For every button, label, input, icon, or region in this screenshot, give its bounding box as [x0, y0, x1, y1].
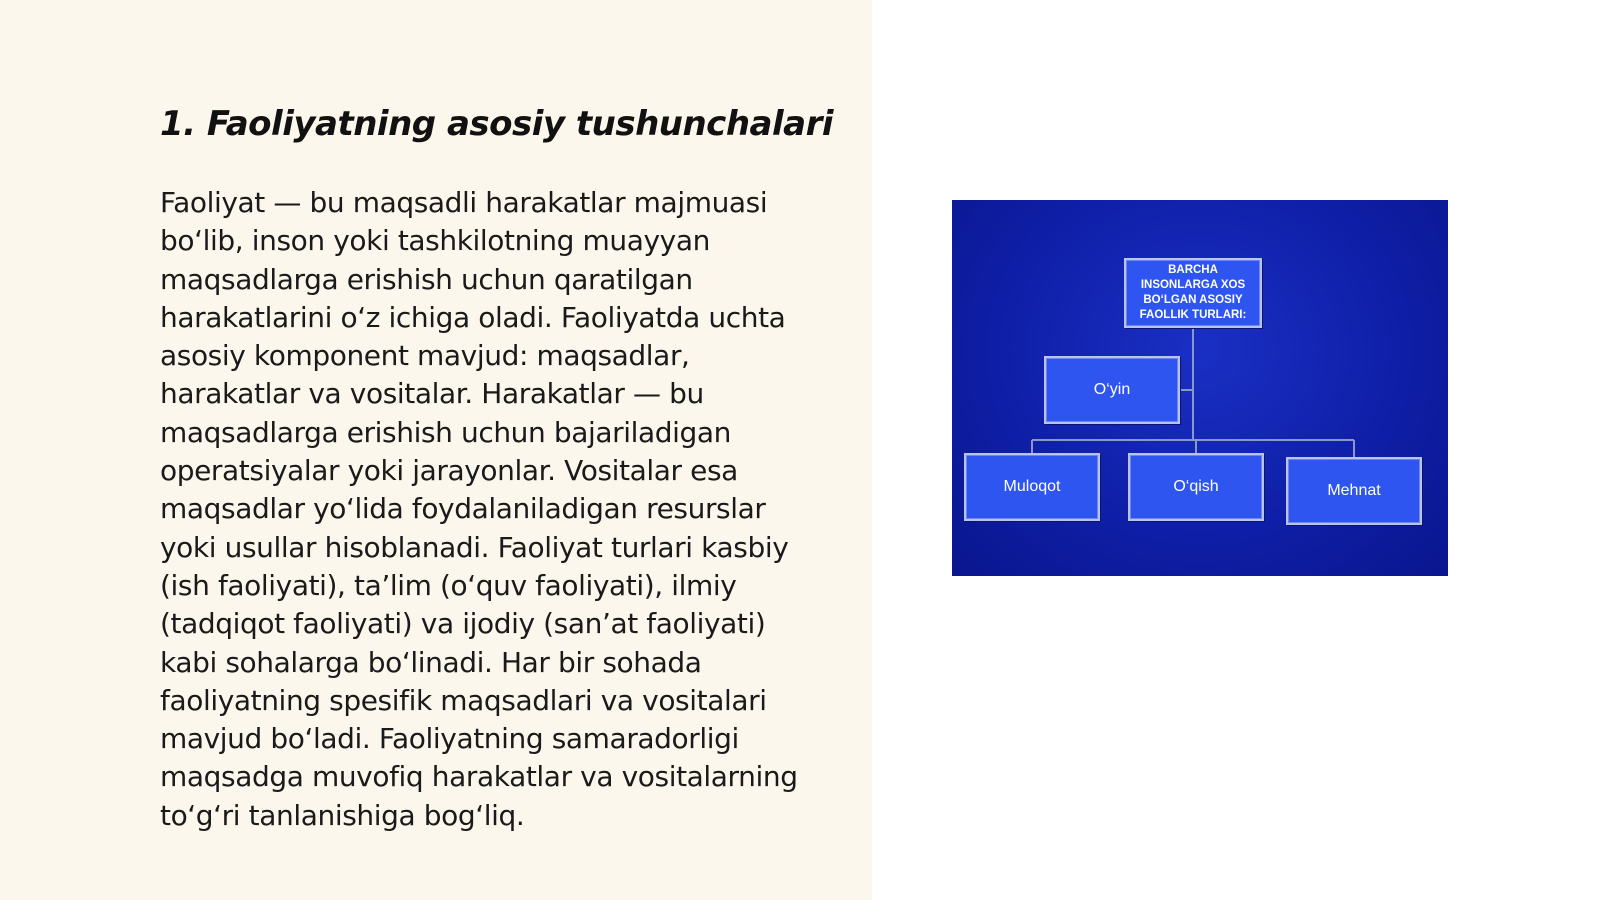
diagram-box-communication: Muloqot: [964, 453, 1100, 521]
diagram-box-study: O‘qish: [1128, 453, 1264, 521]
diagram-root-box: BARCHA INSONLARGA XOS BO‘LGAN ASOSIY FAOLLIK TURLARI:: [1124, 258, 1262, 328]
diagram-box-labor: Mehnat: [1286, 457, 1422, 525]
activity-types-diagram: [952, 200, 1448, 576]
slide-body-text: Faoliyat — bu maqsadli harakatlar majmuasi bo‘lib, inson yoki tashkilotning muayyan maqsadlarga erishish uchun qaratilgan harakatlarini o‘z ichiga oladi. Faoliyatda uchta asosiy komponent mavjud: maqsadlar, harakatlar va vositalar. Harakatlar — bu maqsadlarga erishish uchun bajariladigan operatsiyalar yoki jarayonlar. Vositalar esa maqsadlar yo‘lida foydalaniladigan resurslar yoki usullar hisoblanadi. Faoliyat turlari kasbiy (ish faoliyati), ta’lim (o‘quv faoliyati), ilmiy (tadqiqot faoliyati) va ijodiy (san’at faoliyati) kabi sohalarga bo‘linadi. Har bir sohada faoliyatning spesifik maqsadlari va vositalari mavjud bo‘ladi. Faoliyatning samaradorligi maqsadga muvofiq harakatlar va vositalarning to‘g‘ri tanlanishiga bog‘liq.: [160, 186, 798, 832]
diagram-box-play: O‘yin: [1044, 356, 1180, 424]
slide-title: 1. Faoliyatning asosiy tushunchalari: [160, 104, 834, 144]
